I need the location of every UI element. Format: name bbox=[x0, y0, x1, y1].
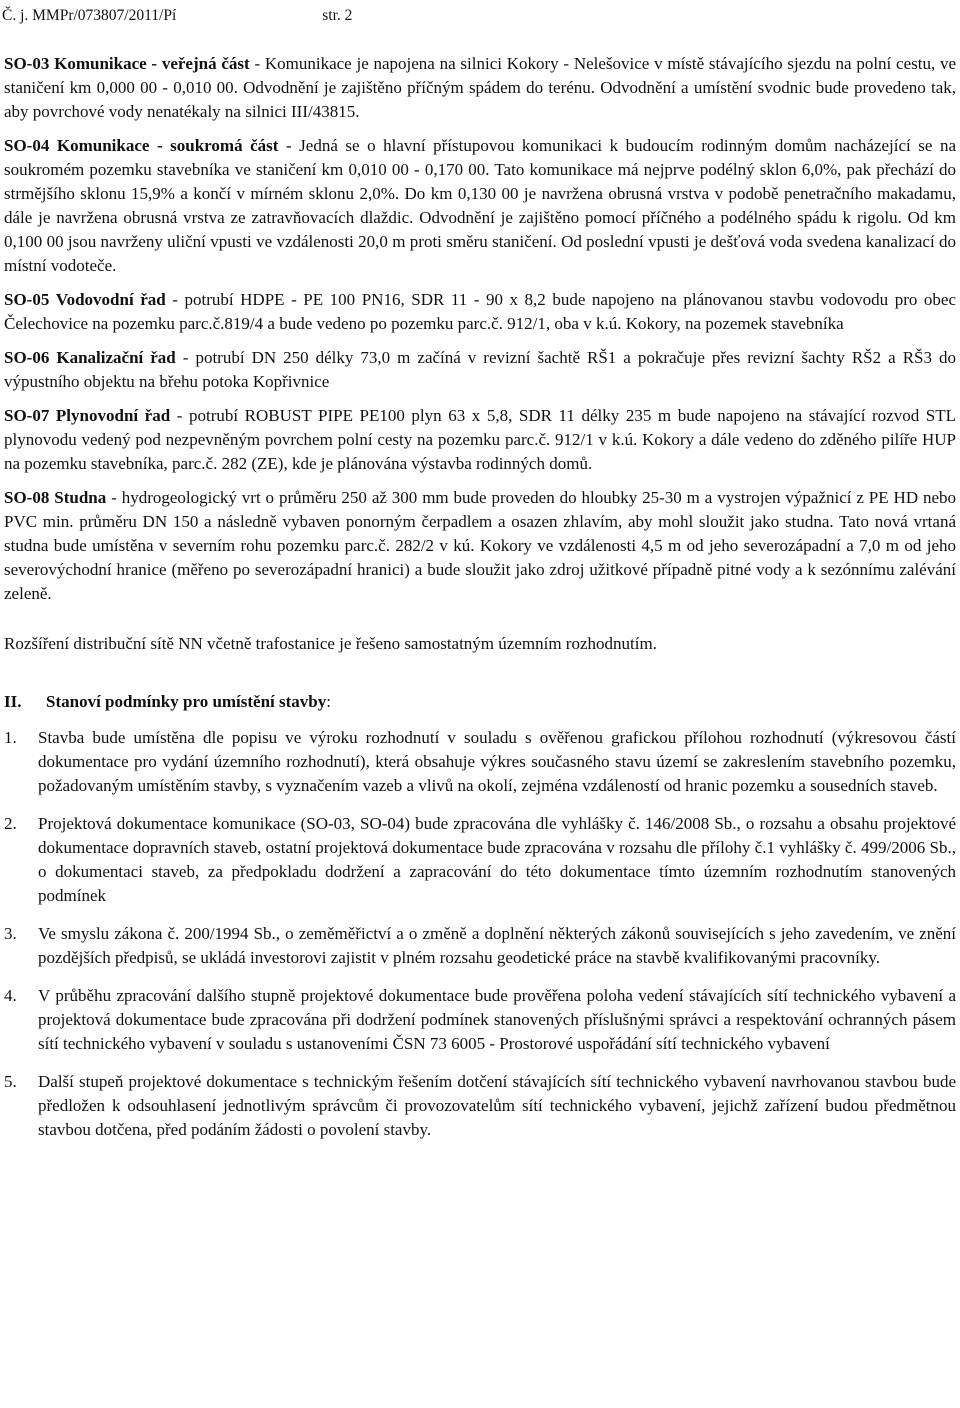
list-item bbox=[4, 726, 956, 798]
list-item bbox=[4, 1070, 956, 1142]
item-number: 2. bbox=[4, 814, 17, 833]
list-item bbox=[4, 984, 956, 1056]
paragraph-code: SO-04 bbox=[4, 136, 50, 155]
item-number: 4. bbox=[4, 986, 17, 1005]
paragraph-text: - potrubí HDPE - PE 100 PN16, SDR 11 - 90 x 8,2 bude napojeno na plánovanou stavbu vodovodu pro obec Čelechovice na pozemku parc.č.819/4 a bude vedeno po pozemku parc.č. 912/1, oba v k.ú. Kokory, na pozemek stavebníka bbox=[4, 290, 957, 333]
paragraph-title: Plynovodní řad bbox=[55, 406, 171, 425]
paragraph-title: Vodovodní řad bbox=[55, 290, 166, 309]
section-suffix: : bbox=[326, 692, 331, 711]
paragraph-so03 bbox=[4, 52, 956, 124]
item-number: 5. bbox=[4, 1072, 17, 1091]
section-number: II. bbox=[4, 692, 22, 711]
paragraph-text: - Komunikace je napojena na silnici Kokory - Nelešovice v místě stávajícího sjezdu na polní cestu, ve staničení km 0,000 00 - 0,010 00. Odvodnění je zajištěno příčným spádem do terénu. Odvodnění a umístění svodnic bude provedeno tak, aby povrchové vody nenatékaly na silnici III/43815. bbox=[4, 54, 956, 121]
list-item bbox=[4, 812, 956, 908]
list-item bbox=[4, 922, 956, 970]
paragraph-text: - Jedná se o hlavní přístupovou komunikaci k budoucím rodinným domům nacházející se na soukromém pozemku stavebníka ve staničení km 0,010 00 - 0,170 00. Tato komunikace má nejprve podélný sklon 6,0%, pak přechází do strmějšího sklonu 15,9% a končí v mírném sklonu 2,0%. Do km 0,130 00 je navržena obrusná vrstva v podobě penetračního makadamu, dále je navržena obrusná vrstva ze zatravňovacích dlaždic. Odvodnění je zajištěno pomocí příčného a podélného spádu k rigolu. Od km 0,100 00 jsou navrženy uliční vpusti ve vzdálenosti 20,0 m proti směru staničení. Od poslední vpusti je dešťová voda svedena kanalizací do místní vodoteče. bbox=[4, 136, 957, 275]
conditions-list bbox=[4, 726, 956, 1142]
item-number: 1. bbox=[4, 728, 17, 747]
paragraph-title: Kanalizační řad bbox=[56, 348, 176, 367]
item-number: 3. bbox=[4, 924, 17, 943]
item-text: Stavba bude umístěna dle popisu ve výroku rozhodnutí v souladu s ověřenou grafickou přílohou rozhodnutí (výkresovou částí dokumentace pro vydání územního rozhodnutí), která obsahuje výkres současného stavu území se zakreslením stavebního pozemku, požadovaným umístěním stavby, s vyznačením vazeb a vlivů na okolí, zejména vzdáleností od hranic pozemku a sousedních staveb. bbox=[38, 728, 956, 795]
paragraph-title: Komunikace - veřejná část bbox=[54, 54, 250, 73]
item-text: V průběhu zpracování dalšího stupně projektové dokumentace bude prověřena poloha vedení stávajících sítí technického vybavení a projektová dokumentace bude zpracována při dodržení podmínek stanovených příslušnými správci a respektování ochranných pásem sítí technického vybavení v souladu s ustanoveními ČSN 73 6005 - Prostorové uspořádání sítí technického vybavení bbox=[38, 986, 956, 1053]
item-text: Další stupeň projektové dokumentace s technickým řešením dotčení stávajících sítí technického vybavení navrhovanou stavbou bude předložen k odsouhlasení jednotlivým správcům či provozovatelům sítí technického vybavení, jejichž zařízení budou předmětnou stavbou dotčena, před podáním žádosti o povolení stavby. bbox=[38, 1072, 956, 1139]
document-body bbox=[4, 52, 956, 1156]
paragraph-title: Studna bbox=[54, 488, 107, 507]
paragraph-text: - potrubí DN 250 délky 73,0 m začíná v revizní šachtě RŠ1 a pokračuje přes revizní šachty RŠ2 a RŠ3 do výpustního objektu na břehu potoka Kopřivnice bbox=[4, 348, 957, 391]
page-header bbox=[2, 4, 352, 28]
item-text: Projektová dokumentace komunikace (SO-03, SO-04) bude zpracována dle vyhlášky č. 146/2008 Sb., o rozsahu a obsahu projektové dokumentace dopravních staveb, ostatní projektová dokumentace bude zpracována v rozsahu dle přílohy č.1 vyhlášky č. 499/2006 Sb., o dokumentaci staveb, za předpokladu dodržení a zapracování do této dokumentace tímto územním rozhodnutím stanovených podmínek bbox=[38, 814, 956, 905]
paragraph-so06 bbox=[4, 346, 956, 394]
paragraph-code: SO-07 bbox=[4, 406, 50, 425]
paragraph-so04 bbox=[4, 134, 956, 278]
paragraph-so07 bbox=[4, 404, 956, 476]
paragraph-so05 bbox=[4, 288, 956, 336]
section-heading bbox=[4, 690, 956, 714]
distribution-note: Rozšíření distribuční sítě NN včetně trafostanice je řešeno samostatným územním rozhodnutím. bbox=[4, 634, 657, 653]
item-text: Ve smyslu zákona č. 200/1994 Sb., o zeměměřictví a o změně a doplnění některých zákonů souvisejících s jeho zavedením, ve znění pozdějších předpisů, se ukládá investorovi zajistit v plném rozsahu geodetické práce na stavbě kvalifikovanými pracovníky. bbox=[38, 924, 956, 967]
paragraph-text: - hydrogeologický vrt o průměru 250 až 300 mm bude proveden do hloubky 25-30 m a vystrojen výpažnicí z PE HD nebo PVC min. průměru DN 150 a následně vybaven ponorným čerpadlem a osazen zhlavím, aby mohl sloužit jako studna. Tato nová vrtaná studna bude umístěna v severním rohu pozemku parc.č. 282/2 v kú. Kokory ve vzdálenosti 4,5 m od jeho severozápadní a 7,0 m od jeho severovýchodní hranice (měřeno po severozápadní hranici) a bude sloužit jako zdroj užitkové případně pitné vody a k sezónnímu zalévání zeleně. bbox=[4, 488, 957, 603]
reference-number: Č. j. MMPr/073807/2011/Pí bbox=[2, 7, 177, 24]
paragraph-so08 bbox=[4, 486, 956, 606]
section-title: Stanoví podmínky pro umístění stavby bbox=[46, 692, 327, 711]
paragraph-code: SO-03 bbox=[4, 54, 50, 73]
paragraph-title: Komunikace - soukromá část bbox=[56, 136, 279, 155]
page-number: str. 2 bbox=[322, 7, 353, 24]
paragraph-code: SO-06 bbox=[4, 348, 50, 367]
paragraph-code: SO-08 bbox=[4, 488, 50, 507]
paragraph-code: SO-05 bbox=[4, 290, 50, 309]
paragraph-text: - potrubí ROBUST PIPE PE100 plyn 63 x 5,8, SDR 11 délky 235 m bude napojeno na stávající rozvod STL plynovodu vedený pod nezpevněným povrchem polní cesty na pozemku parc.č. 912/1 v k.ú. Kokory a dále vedeno do zděného pilíře HUP na pozemku stavebníka, parc.č. 282 (ZE), kde je plánována výstavba rodinných domů. bbox=[4, 406, 957, 473]
